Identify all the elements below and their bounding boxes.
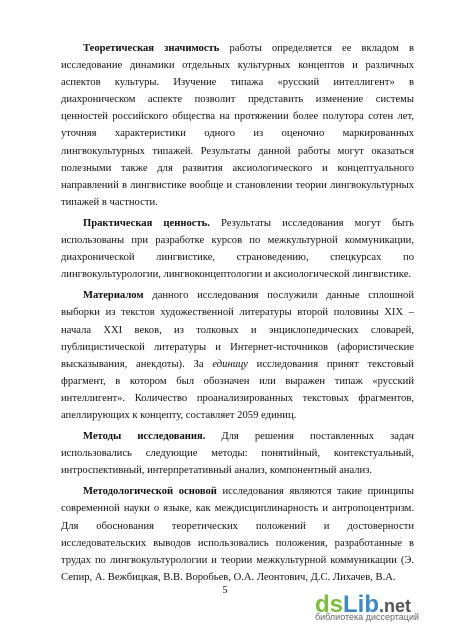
paragraph-methodological-basis — [61, 483, 414, 586]
paragraph-heading: Материалом — [83, 290, 144, 302]
paragraph-theoretical-significance — [61, 40, 414, 211]
watermark-logo[interactable] — [315, 585, 440, 625]
paragraph-text: исследования принят текстовый фрагмент, в котором был обозначен или выражен типаж «русский интеллигент». Количество проанализированных текстовых фрагментов, апеллирующих к концепту, составляет 2059 единиц. — [61, 358, 414, 421]
paragraph-heading: Практическая ценность. — [83, 217, 210, 229]
body-text — [61, 40, 414, 590]
paragraph-heading: Теоретическая значимость — [83, 43, 220, 54]
logo-part-ds: ds — [315, 590, 344, 618]
paragraph-text: данного исследования послужили данные сплошной выборки из текстов художественной литературы второй половины XIX – начала XXI веков, из толковых и энциклопедических словарей, публицистической литературы и Интернет-источников (афористические высказывания, анекдоты). За — [61, 290, 414, 370]
page-number: 5 — [222, 585, 228, 596]
logo-part-net: .net — [379, 595, 412, 616]
paragraph-text: исследования являются такие принципы современной науки о языке, как междисциплинарность и антропоцентризм. Для обоснования теоретических положений и достоверности исследовательских выводов использовались положения, разработанные в трудах по лингвокультурологии и теории межкультурной коммуникации (Э. Сепир, А. Вежбицкая, В.В. Воробьев, О.А. Леонтович, Д.С. Лихачев, В.А. — [61, 486, 414, 583]
paragraph-italic-term: единицу — [212, 358, 248, 370]
paragraph-text: работы определяется ее вкладом в исследование динамики отдельных культурных концептов и различных аспектов культуры. Изучение типажа «русский интеллигент» в диахроническом аспекте позволит представить изменение системы ценностей российского общества на протяжении более полутора сотен лет, уточняя характеристики одного из оценочно маркированных лингвокультурных типажей. Результаты данной работы могут оказаться полезными также для развития аксиологического и концептуального направлений в лингвистике вообще и становлении теории лингвокультурных типажей в частности. — [61, 43, 414, 208]
paragraph-research-methods — [61, 428, 414, 479]
paragraph-text: Для решения поставленных задач использовались следующие методы: понятийный, контекстуальный, интроспективный, интерпретативный анализ, компонентный анализ. — [61, 431, 414, 477]
paragraph-text: Результаты исследования могут быть использованы при разработке курсов по межкультурной коммуникации, диахронической лингвистике, страноведению, спецкурсах по лингвокультурологии, лингвоконцептологии и аксиологической лингвистике. — [61, 217, 415, 281]
paragraph-practical-value — [61, 215, 414, 283]
paragraph-heading: Методологической основой — [83, 486, 217, 498]
paragraph-material — [61, 287, 414, 424]
watermark-caption: библиотека диссертаций — [315, 612, 420, 622]
logo-part-lib: Lib — [343, 590, 380, 618]
paragraph-heading: Методы исследования. — [83, 431, 206, 443]
